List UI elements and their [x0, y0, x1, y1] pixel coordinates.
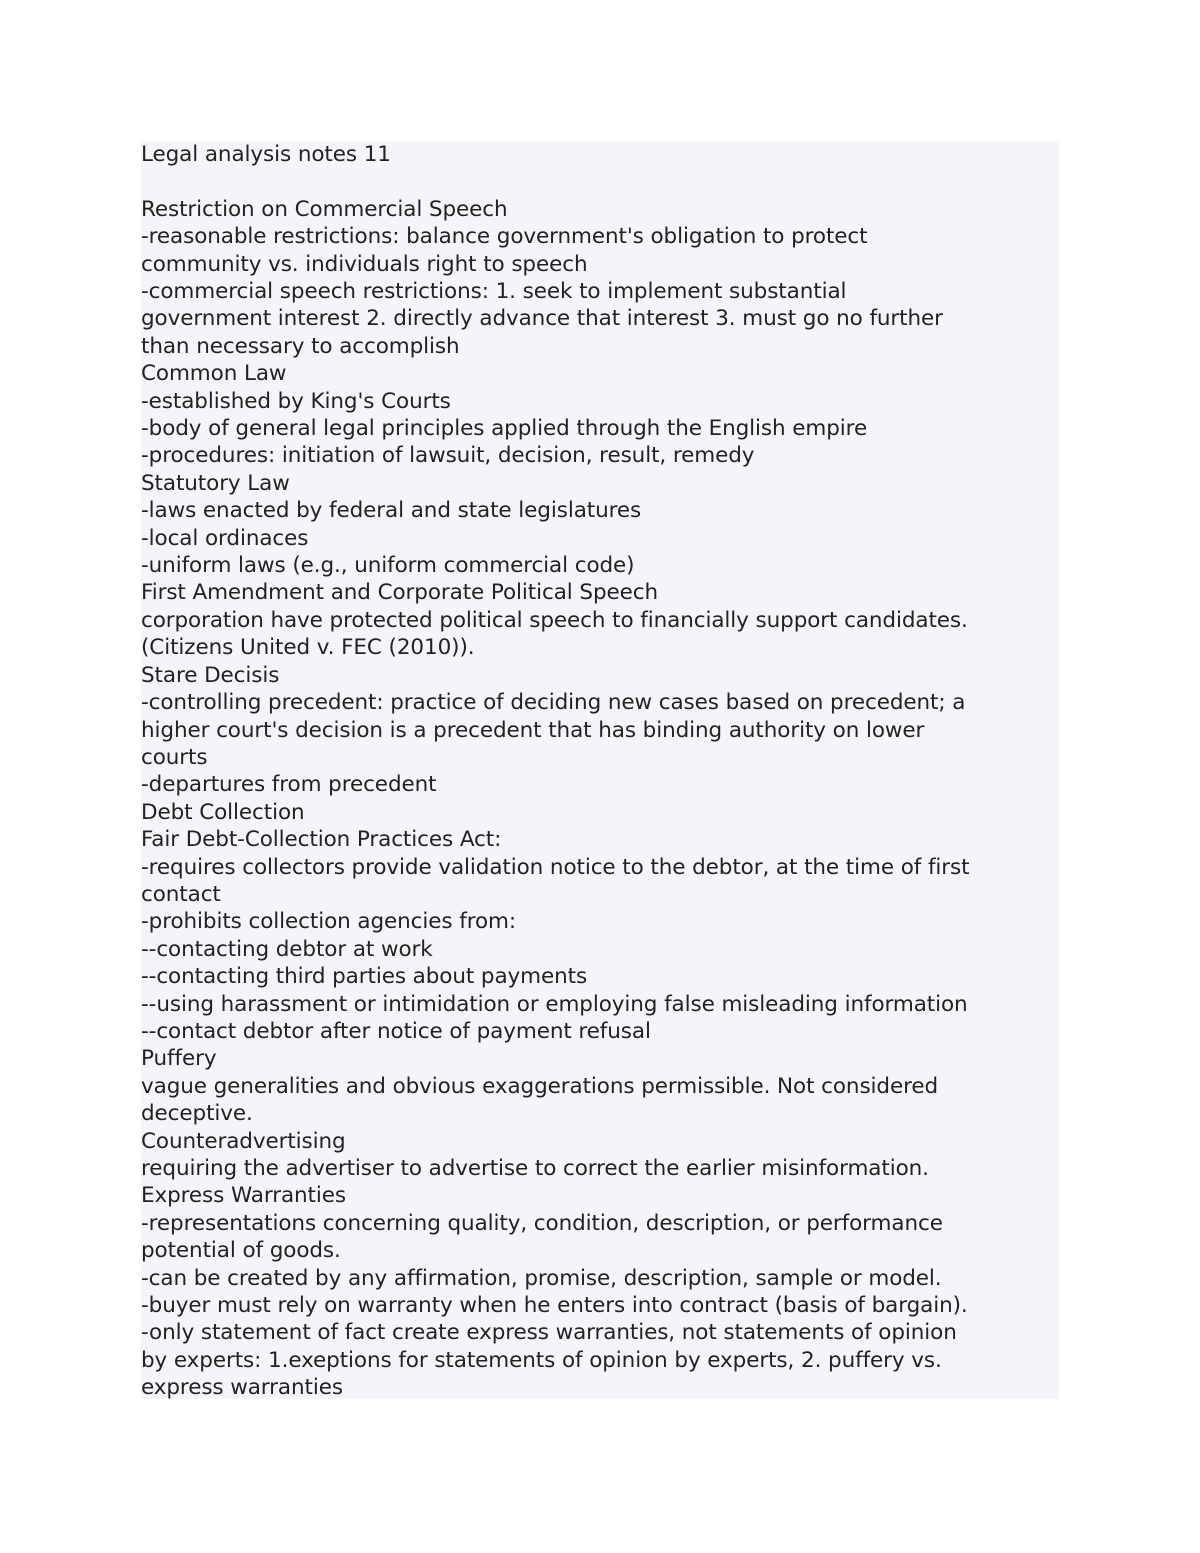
text-line: community vs. individuals right to speech [141, 251, 588, 277]
text-line: (Citizens United v. FEC (2010)). [141, 635, 475, 661]
text-line: Express Warranties [141, 1183, 346, 1209]
text-line: deceptive. [141, 1101, 253, 1127]
text-line: higher court's decision is a precedent that has binding authority on lower [141, 717, 925, 743]
notes-body [141, 196, 1059, 1402]
text-line: -uniform laws (e.g., uniform commercial code) [141, 553, 635, 579]
text-line: than necessary to accomplish [141, 333, 460, 359]
text-line: --contact debtor after notice of payment refusal [141, 1018, 651, 1044]
text-line: -reasonable restrictions: balance government's obligation to protect [141, 224, 868, 250]
text-line: -only statement of fact create express warranties, not statements of opinion [141, 1320, 957, 1346]
text-line: -laws enacted by federal and state legislatures [141, 498, 642, 524]
text-line: Puffery [141, 1046, 217, 1072]
text-line: -local ordinaces [141, 525, 309, 551]
text-line: vague generalities and obvious exaggerations permissible. Not considered [141, 1073, 939, 1099]
text-line: Debt Collection [141, 799, 305, 825]
text-line: -departures from precedent [141, 772, 437, 798]
text-line: corporation have protected political speech to financially support candidates. [141, 607, 968, 633]
text-line: Statutory Law [141, 470, 290, 496]
text-line: -representations concerning quality, condition, description, or performance [141, 1210, 943, 1236]
text-line: -requires collectors provide validation notice to the debtor, at the time of first [141, 854, 970, 880]
text-line: Restriction on Commercial Speech [141, 196, 508, 222]
text-line: Common Law [141, 361, 287, 387]
text-line: -buyer must rely on warranty when he enters into contract (basis of bargain). [141, 1293, 968, 1319]
text-line: -procedures: initiation of lawsuit, decision, result, remedy [141, 443, 755, 469]
text-line: -commercial speech restrictions: 1. seek to implement substantial [141, 279, 847, 305]
text-line: courts [141, 744, 208, 770]
notes-text-block [141, 141, 1059, 1399]
text-line: requiring the advertiser to advertise to correct the earlier misinformation. [141, 1156, 929, 1182]
text-line: by experts: 1.exeptions for statements of opinion by experts, 2. puffery vs. [141, 1347, 942, 1373]
text-line: Stare Decisis [141, 662, 280, 688]
text-line: contact [141, 881, 221, 907]
text-line: --contacting debtor at work [141, 936, 433, 962]
text-line: -body of general legal principles applied through the English empire [141, 416, 868, 442]
text-line: --using harassment or intimidation or employing false misleading information [141, 991, 968, 1017]
text-line: First Amendment and Corporate Political Speech [141, 580, 658, 606]
text-line: potential of goods. [141, 1238, 341, 1264]
text-line: --contacting third parties about payments [141, 964, 588, 990]
text-line: Fair Debt-Collection Practices Act: [141, 827, 502, 853]
text-line: -controlling precedent: practice of deciding new cases based on precedent; a [141, 690, 966, 716]
blank-line [141, 168, 1059, 195]
text-line: government interest 2. directly advance that interest 3. must go no further [141, 306, 943, 332]
text-line: express warranties [141, 1375, 343, 1401]
text-line: -can be created by any affirmation, promise, description, sample or model. [141, 1265, 942, 1291]
document-title: Legal analysis notes 11 [141, 142, 391, 167]
text-line: -prohibits collection agencies from: [141, 909, 517, 935]
text-line: Counteradvertising [141, 1128, 346, 1154]
text-line: -established by King's Courts [141, 388, 451, 414]
